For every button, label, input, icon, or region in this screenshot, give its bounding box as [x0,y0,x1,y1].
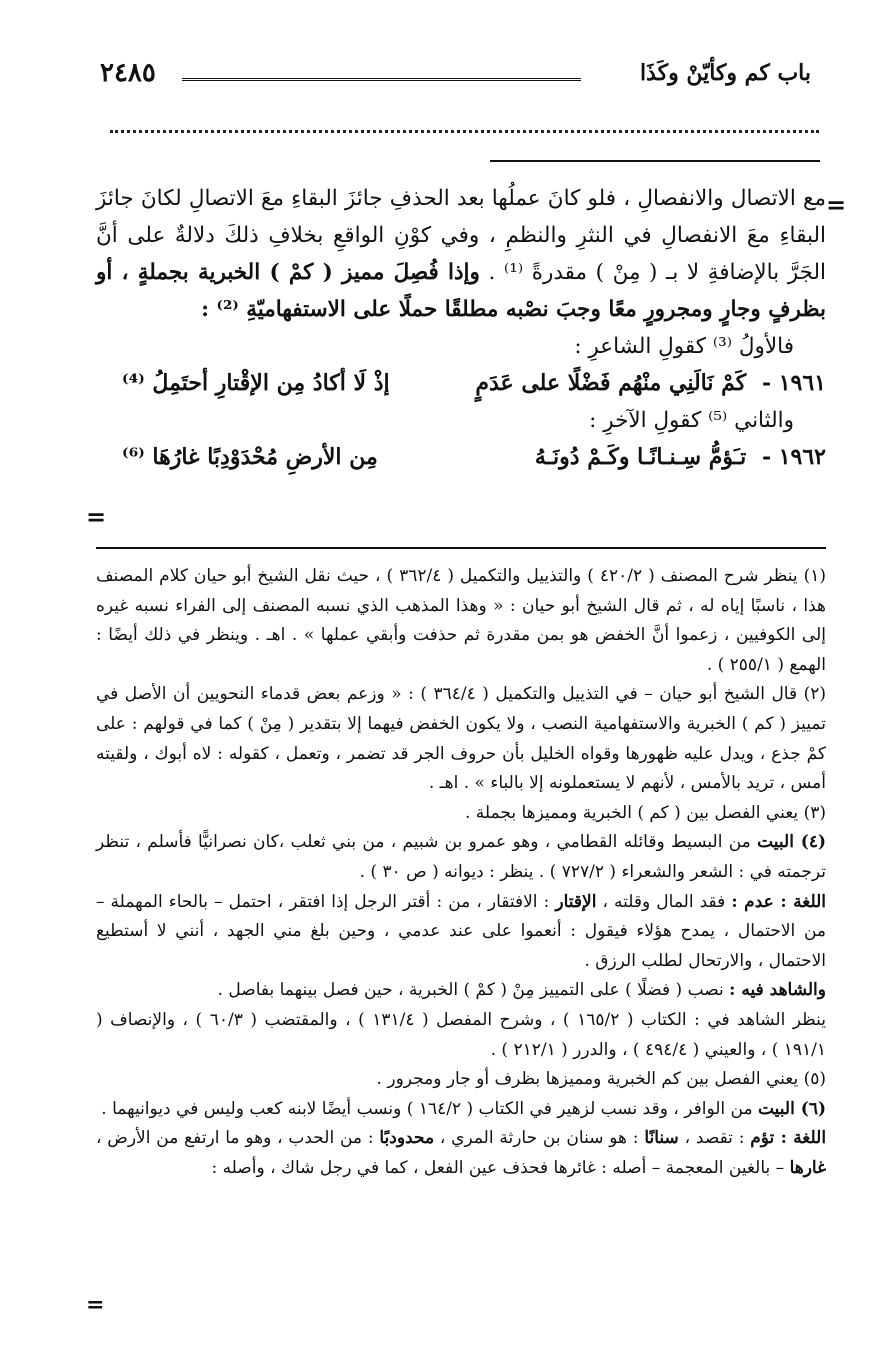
chapter-title: باب كم وكأيّنْ وكَذَا [639,60,811,86]
footnote-lexicon-2: اللغة : تؤم : تقصد ، سنانًا : هو سنان بن حارثة المري ، محدودبًا : من الحدب ، وهو ما ارتفع من الأرض ، غارها – بالغين المعجمة – أصله : غائرها فحذف عين الفعل ، كما في رجل شاك ، وأصله : [96,1128,827,1178]
lexicon-term: محدودبًا [379,1128,435,1149]
verse-second-hemistich: إذْ لَا أكادُ مِن الإقْتارِ أحتَمِلُ ⁽⁴⁾ [122,370,390,396]
main-paragraph [96,180,826,328]
footnote-label: (٤) البيت [757,832,827,853]
footnotes [96,562,826,1183]
verse-first-hemistich: تـَؤمُّ سِـنـانًـا وكَـمْ دُونَـهُ [534,444,747,470]
paragraph-text: مع الاتصال والانفصالِ ، فلو كانَ عملُها بعد الحذفِ جائزَ البقاءِ معَ الاتصالِ لكانَ جائزَ البقاءِ معَ الانفصالِ في النثرِ والنظمِ ، وفي كوْنِ الواقعِ بخلافِ ذلكَ دلالةٌ على أنَّ الجَرَّ بالإضافةِ لا بـ ( مِنْ ) مقدرةً ⁽¹⁾ . [96,186,827,285]
first-intro: فالأولُ ⁽³⁾ كقولِ الشاعرِ : [574,334,794,359]
footnote-4 [96,828,826,887]
footnote-label: (٦) البيت [757,1098,826,1119]
lexicon-term: غارها [789,1157,826,1178]
footnote-separator [96,547,826,549]
lexicon-term: الإقتار [555,891,597,912]
running-header [100,58,811,94]
header-rule [182,78,581,83]
top-rule [490,160,820,162]
footnote-1: (١) ينظر شرح المصنف ( ٤٢٠/٢ ) والتذييل والتكميل ( ٣٦٢/٤ ) ، حيث نقل الشيخ أبو حيان كلام المصنف هذا ، ناسبًا إياه له ، ثم قال الشيخ أبو حيان : « وهذا المذهب الذي نسبه المصنف إلى الفراء نسبه غيره إلى الكوفيين ، زعموا أنَّ الخفض هو بمن مقدرة ثم حذفت وأبقي عملها » . اهـ . وينظر في ذلك أيضًا : الهمع ( ٢٥٥/١ ) . [96,566,826,675]
footnote-2: (٢) قال الشيخ أبو حيان – في التذييل والتكميل ( ٣٦٤/٤ ) : « وزعم بعض قدماء النحويين أن الأصل في تمييز ( كم ) الخبرية والاستفهامية النصب ، ولا يكون الخفض فيهما إلا بتقدير ( مِنْ ) كما في قولهم : على كمْ جذع ، ويدل عليه ظهورها وقواه الخليل بأن حروف الجر قد تضمر ، وتعمل ، كقوله : لاه أبوك ، ولقيته أمس ، تريد بالأمس ، لأنهم لا يستعملونه إلا بالباء » . اهـ . [96,684,827,794]
continuation-mark-start: = [826,190,847,219]
second-intro: والثاني ⁽⁵⁾ كقولِ الآخرِ : [589,408,794,433]
footnote-lexicon-1: اللغة : عدم : فقد المال وقلته ، الإقتار : الافتقار ، من : أقتر الرجل إذا افتقر ، احتمل – بالحاء المهملة – من الاحتمال ، يمدح هؤلاء فيقول : أنعموا على عند عدمي ، وحين بلغ مني الجهد ، أنني لا أستطيع الاحتمال ، والارتحال لطلب الرزق . [96,891,827,971]
lexicon-label: اللغة : تؤم [750,1128,827,1149]
continuation-mark-end: = [86,502,107,531]
main-text [96,180,826,476]
page-number: ٢٤٨٥ [100,58,156,88]
dotted-separator [110,130,819,133]
footnote-6: (٦) البيت من الوافر ، وقد نسب لزهير في الكتاب ( ١٦٤/٢ ) ونسب أيضًا لابنه كعب وليس في ديوانيهما . [101,1098,826,1119]
verse-first-hemistich: كَمْ نَالَنِي منْهُم فَضْلًا على عَدَمٍ [475,370,747,396]
shahid-label: والشاهد فيه : [729,980,826,1001]
footnote-references: ينظر الشاهد في : الكتاب ( ١٦٥/٢ ) ، وشرح المفصل ( ١٣١/٤ ) ، والمقتضب ( ٦٠/٣ ) ، والإنصاف ( ١٩١/١ ) ، والعيني ( ٤٩٤/٤ ) ، والدرر ( ٢١٢/١ ) . [96,1009,826,1060]
footnote-shahid: والشاهد فيه : نصب ( فضلًا ) على التمييز مِنْ ( كمْ ) الخبرية ، حين فصل بينهما بفاصل . [217,980,826,1001]
footnote-continuation-mark: = [86,1292,105,1318]
verse-second-hemistich: مِن الأرضِ مُحْدَوْدِبًا غارُهَا ⁽⁶⁾ [122,444,378,470]
paragraph-rule-text: وإذا فُصِلَ مميز ( كمْ ) الخبرية بجملةٍ ، أو بظرفٍ وجارٍ ومجرورٍ معًا وجبَ نصْبه مطلقًا حملًا على الاستفهاميّةِ ⁽²⁾ : [96,260,826,322]
verse-number: ١٩٦١ - [761,370,826,396]
verse-1961 [96,365,826,402]
lexicon-term: سنانًا [644,1128,679,1149]
verse-number: ١٩٦٢ - [761,444,826,470]
verse-1962 [96,439,826,476]
lexicon-label: اللغة : عدم : [731,891,827,912]
footnote-text: من البسيط وقائله القطامي ، وهو عمرو بن شبيم ، من بني ثعلب ،كان نصرانيًّا فأسلم ، تنظر ترجمته في : الشعر والشعراء ( ٧٢٧/٢ ) . ينظر : ديوانه ( ص ٣٠ ) . [96,832,826,882]
footnote-5: (٥) يعني الفصل بين كم الخبرية ومميزها بظرف أو جار ومجرور . [376,1069,826,1090]
footnote-3: (٣) يعني الفصل بين ( كم ) الخبرية ومميزها بجملة . [465,802,826,823]
